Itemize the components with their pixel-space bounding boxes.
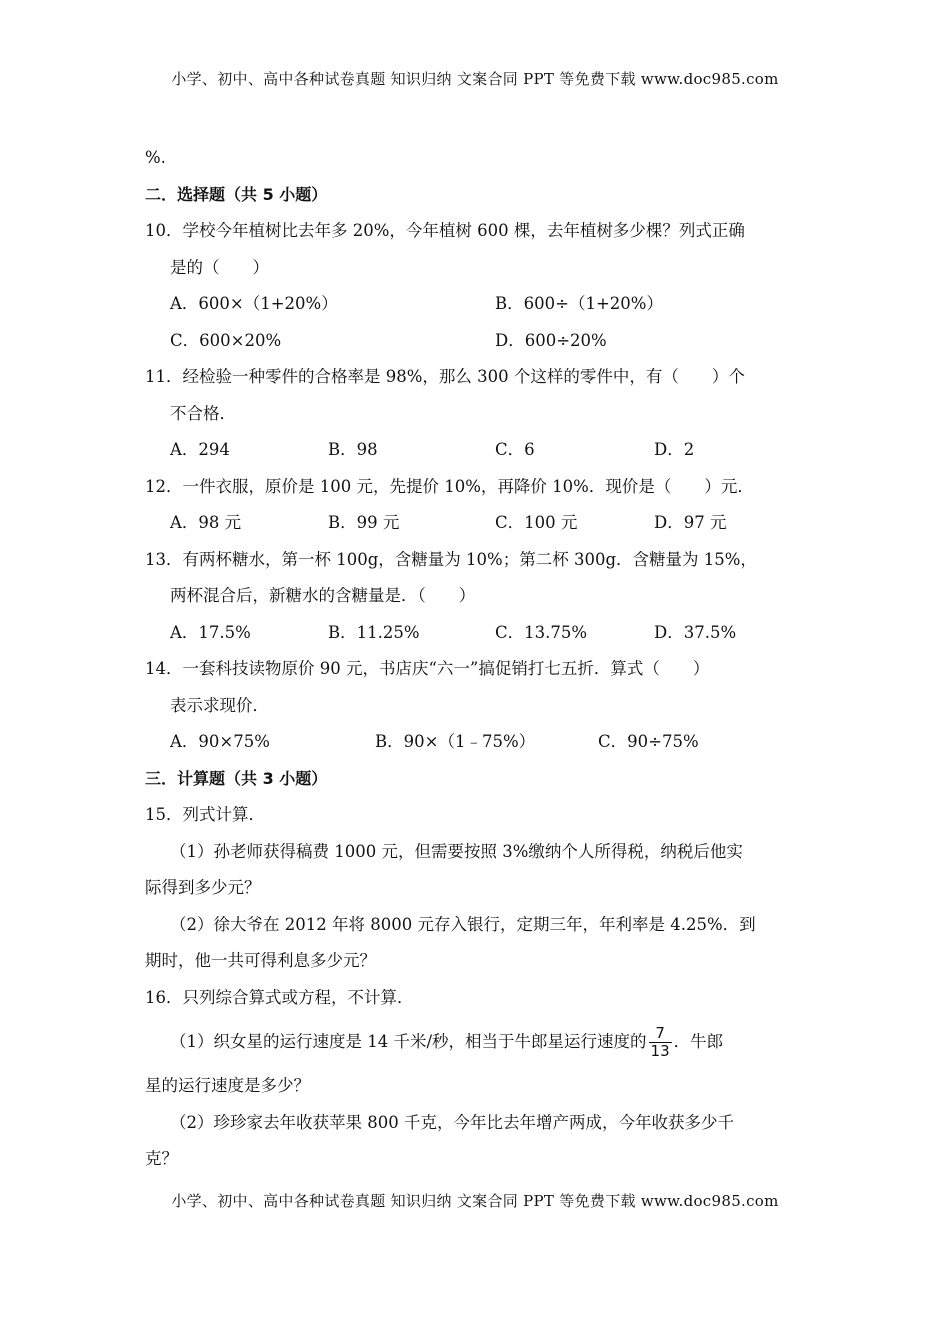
q12-option-d: D．97 元 [654,513,727,532]
q15-part2-line2: 期时，他一共可得利息多少元？ [145,951,376,970]
fraction-denominator: 13 [650,1042,670,1060]
q12-stem-line1: 12．一件衣服，原价是 100 元，先提价 10%，再降价 10%．现价是（ ）元． [145,476,754,496]
q13-options [145,615,815,652]
q16-part2-line2: 克？ [145,1149,178,1168]
question-16 [145,980,815,1178]
q11-options [145,432,815,469]
q14-option-b: B．90×（1﹣75%） [375,732,536,751]
q11-stem-line1: 11．经检验一种零件的合格率是 98%，那么 300 个这样的零件中，有（ ）个 [145,367,745,386]
q10-option-c: C．600×20% [170,330,282,350]
exam-content [145,140,815,1178]
fraction-numerator: 7 [655,1024,665,1042]
q16-part2-line1: （2）珍珍家去年收获苹果 800 千克，今年比去年增产两成，今年收获多少千 [170,1112,734,1132]
q12-option-c: C．100 元 [495,513,578,532]
q15-part1-line2: 际得到多少元？ [145,878,261,897]
section-3-heading: 三．计算题（共 3 小题） [145,768,328,788]
q13-stem-line2: 两杯混合后，新糖水的含糖量是．（ ） [170,586,476,605]
question-12 [145,469,815,542]
q15-part2-line1: （2）徐大爷在 2012 年将 8000 元存入银行，定期三年，年利率是 4.25%．到 [170,914,756,934]
q15-title: 15．列式计算． [145,805,265,824]
q11-option-b: B．98 [328,440,378,459]
q10-option-a: A．600×（1+20%） [170,294,338,313]
q11-option-a: A．294 [170,440,230,459]
q16-part1-line1 [145,1016,815,1068]
page-header: 小学、初中、高中各种试卷真题 知识归纳 文案合同 PPT 等免费下载 www.doc985.com [171,70,779,88]
q13-option-d: D．37.5% [654,622,737,642]
q14-stem-line2: 表示求现价． [170,695,269,715]
question-10 [145,213,815,359]
q11-stem-line2: 不合格． [170,403,236,423]
q16-part1-line2: 星的运行速度是多少？ [145,1076,310,1095]
q14-options [145,724,815,761]
page-footer: 小学、初中、高中各种试卷真题 知识归纳 文案合同 PPT 等免费下载 www.doc985.com [171,1192,779,1210]
q12-option-a: A．98 元 [170,513,242,532]
q14-option-c: C．90÷75% [598,732,699,751]
question-11 [145,359,815,469]
q16-title: 16．只列综合算式或方程，不计算． [145,987,414,1007]
carry-over-text: %. [145,148,166,167]
q16-part1-text-before: （1）织女星的运行速度是 14 千米/秒，相当于牛郎星运行速度的 [170,1032,647,1051]
q10-option-b: B．600÷（1+20%） [495,294,663,313]
q10-options-row2 [145,323,815,360]
q10-stem-line1: 10．学校今年植树比去年多 20%，今年植树 600 棵，去年植树多少棵？列式正确 [145,221,745,240]
q13-option-c: C．13.75% [495,622,588,642]
q10-options-row1 [145,286,815,323]
q12-options [145,505,815,542]
q16-part1-text-after: ．牛郎 [673,1032,724,1051]
q10-stem-line2: 是的（ ） [170,257,269,277]
q13-stem-line1: 13．有两杯糖水，第一杯 100g，含糖量为 10%；第二杯 300g．含糖量为 15%， [145,549,757,569]
q13-option-a: A．17.5% [170,622,251,642]
q12-option-b: B．99 元 [328,513,400,532]
q10-option-d: D．600÷20% [495,330,607,350]
q14-stem-line1: 14．一套科技读物原价 90 元，书店庆“六一”搞促销打七五折．算式（ ） [145,659,710,678]
q13-option-b: B．11.25% [328,622,420,642]
q15-part1-line1: （1）孙老师获得稿费 1000 元，但需要按照 3%缴纳个人所得税，纳税后他实 [170,841,743,861]
fraction-7-13 [649,1025,672,1060]
q11-option-c: C．6 [495,440,535,459]
question-14 [145,651,815,761]
q14-option-a: A．90×75% [170,732,270,751]
question-15 [145,797,815,980]
section-2-heading: 二．选择题（共 5 小题） [145,184,328,204]
q11-option-d: D．2 [654,440,695,459]
question-13 [145,542,815,652]
